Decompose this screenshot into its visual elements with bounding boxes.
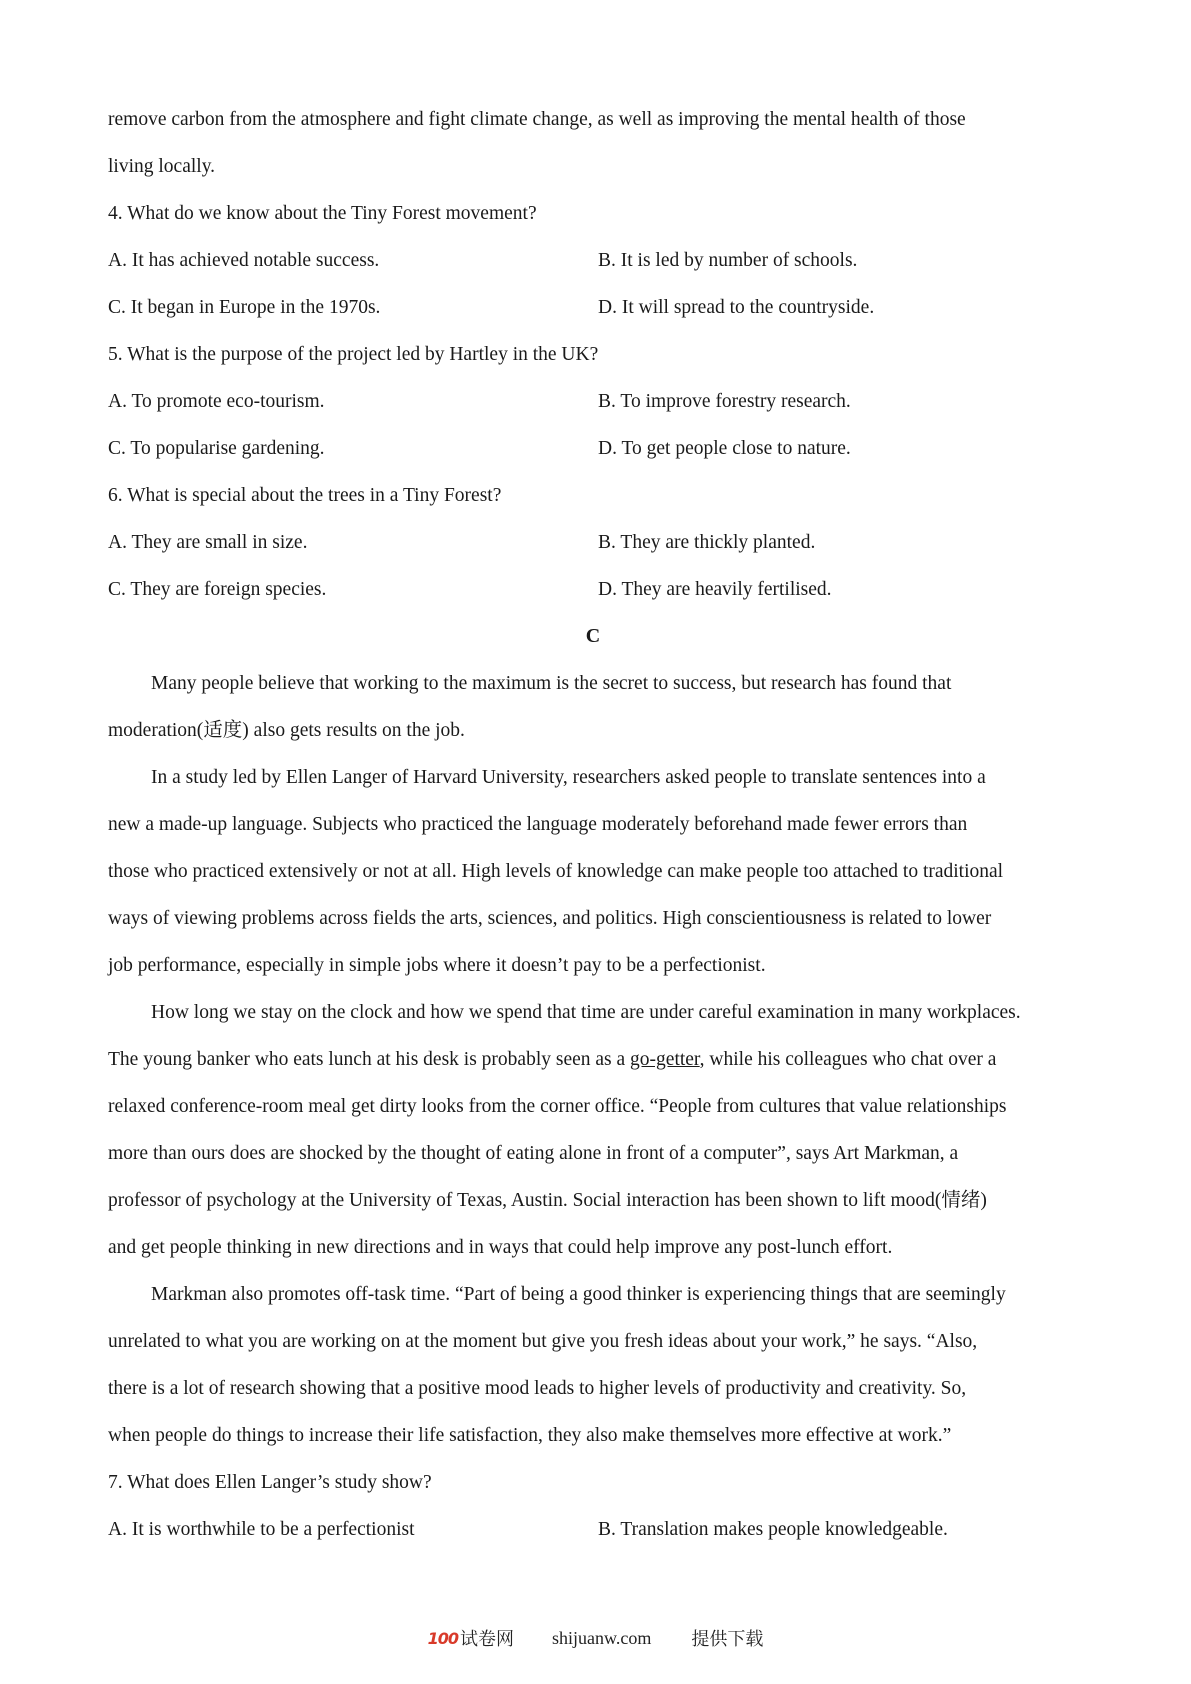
option-c: C. They are foreign species. bbox=[108, 579, 327, 600]
option-b: B. They are thickly planted. bbox=[598, 532, 816, 553]
option-b: B. It is led by number of schools. bbox=[598, 250, 858, 271]
paragraph-4-line: Markman also promotes off-task time. “Part of being a good thinker is experiencing things that are seemingly bbox=[151, 1284, 1006, 1305]
paragraph-3-line: relaxed conference-room meal get dirty looks from the corner office. “People from cultures that value relationships bbox=[108, 1096, 1007, 1117]
logo-text: 试卷网 bbox=[460, 1629, 515, 1649]
paragraph-2-line: job performance, especially in simple jobs where it doesn’t pay to be a perfectionist. bbox=[108, 955, 766, 976]
question-5-options-row-2 bbox=[108, 425, 1098, 472]
paragraph-2-line: ways of viewing problems across fields the arts, sciences, and politics. High conscientiousness is related to lower bbox=[108, 908, 992, 929]
option-a: A. It is worthwhile to be a perfectionist bbox=[108, 1519, 415, 1540]
paragraph-1-line: moderation(适度) also gets results on the job. bbox=[108, 720, 465, 741]
option-c: C. It began in Europe in the 1970s. bbox=[108, 297, 381, 318]
option-c: C. To popularise gardening. bbox=[108, 438, 325, 459]
question-4: 4. What do we know about the Tiny Forest movement? bbox=[108, 203, 537, 224]
option-d: D. They are heavily fertilised. bbox=[598, 579, 832, 600]
option-a: A. They are small in size. bbox=[108, 532, 308, 553]
paragraph-3-line: professor of psychology at the University of Texas, Austin. Social interaction has been shown to lift mood(情绪) bbox=[108, 1190, 987, 1211]
paragraph-4-line: there is a lot of research showing that a positive mood leads to higher levels of productivity and creativity. So, bbox=[108, 1378, 967, 1399]
question-5: 5. What is the purpose of the project led by Hartley in the UK? bbox=[108, 344, 599, 365]
paragraph-4-line: unrelated to what you are working on at the moment but give you fresh ideas about your work,” he says. “Also, bbox=[108, 1331, 978, 1352]
document-body bbox=[108, 96, 1098, 1553]
option-a: A. To promote eco-tourism. bbox=[108, 391, 325, 412]
question-5-options-row-1 bbox=[108, 378, 1098, 425]
page-footer bbox=[0, 1620, 1191, 1656]
question-4-options-row-1 bbox=[108, 237, 1098, 284]
option-b: B. To improve forestry research. bbox=[598, 391, 851, 412]
question-6-options-row-2 bbox=[108, 566, 1098, 613]
question-7-options-row-1 bbox=[108, 1506, 1098, 1553]
question-6: 6. What is special about the trees in a Tiny Forest? bbox=[108, 485, 502, 506]
underlined-word: go-getter bbox=[630, 1049, 700, 1070]
option-a: A. It has achieved notable success. bbox=[108, 250, 380, 271]
footer-tagline: 提供下载 bbox=[691, 1629, 764, 1649]
paragraph-3-line: How long we stay on the clock and how we spend that time are under careful examination in many workplaces. bbox=[151, 1002, 1021, 1023]
paragraph-2-line: new a made-up language. Subjects who practiced the language moderately beforehand made fewer errors than bbox=[108, 814, 968, 835]
option-b: B. Translation makes people knowledgeable. bbox=[598, 1519, 948, 1540]
site-logo bbox=[428, 1625, 514, 1651]
logo-icon: 100 bbox=[427, 1628, 459, 1648]
text-segment: The young banker who eats lunch at his desk is probably seen as a bbox=[108, 1049, 631, 1070]
paragraph-2-line: those who practiced extensively or not at all. High levels of knowledge can make people too attached to traditional bbox=[108, 861, 1004, 882]
text-line: remove carbon from the atmosphere and fight climate change, as well as improving the mental health of those bbox=[108, 109, 966, 130]
paragraph-2-line: In a study led by Ellen Langer of Harvard University, researchers asked people to translate sentences into a bbox=[151, 767, 986, 788]
paragraph-4-line: when people do things to increase their life satisfaction, they also make themselves more effective at work.” bbox=[108, 1425, 952, 1446]
paragraph-3-line: and get people thinking in new directions and in ways that could help improve any post-lunch effort. bbox=[108, 1237, 893, 1258]
question-6-options-row-1 bbox=[108, 519, 1098, 566]
paragraph-3-line bbox=[108, 1036, 1098, 1083]
paragraph-1-line: Many people believe that working to the maximum is the secret to success, but research has found that bbox=[151, 673, 952, 694]
text-line: living locally. bbox=[108, 156, 216, 177]
option-d: D. To get people close to nature. bbox=[598, 438, 851, 459]
section-heading: C bbox=[585, 625, 601, 647]
option-d: D. It will spread to the countryside. bbox=[598, 297, 875, 318]
question-7: 7. What does Ellen Langer’s study show? bbox=[108, 1472, 432, 1493]
text-segment: , while his colleagues who chat over a bbox=[699, 1049, 997, 1070]
paragraph-3-line: more than ours does are shocked by the thought of eating alone in front of a computer”, says Art Markman, a bbox=[108, 1143, 959, 1164]
question-4-options-row-2 bbox=[108, 284, 1098, 331]
site-url: shijuanw.com bbox=[552, 1627, 652, 1648]
